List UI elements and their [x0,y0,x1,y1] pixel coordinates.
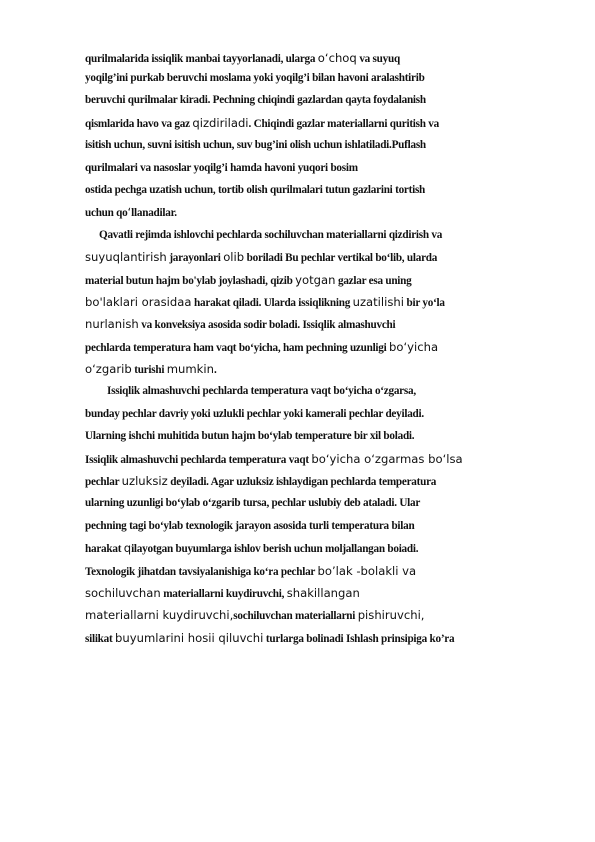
text-run: Qavatli rejimda ishlovchi pechlarda sochiluvchan materiallarni qizdirish va [99,228,443,241]
document-body-text [85,50,557,649]
text-run: deyiladi. Agar uzluksiz ishlaydigan pechlarda temperatura [167,476,437,489]
text-run: boriladi Bu pechlar vertikal bo‘lib, ularda [244,252,438,265]
text-run: ostida pechga uzatish uchun, tortib olish qurilmalari tutun gazlarini tortish [85,183,426,196]
text-run: o‘zgarib [85,362,132,377]
text-line [85,134,557,156]
text-line [85,358,557,380]
text-line [85,269,557,291]
text-run: turlarga bolinadi Ishlash prinsipiga ko’ra [263,632,455,645]
text-run: bir yo‘la [403,296,445,309]
text-run: isitish uchun, suvni isitish uchun, suv bug’ini olish uchun ishlatiladi.Puflash [85,139,426,152]
text-run: bo'laklari orasidaa [85,294,192,309]
text-run: yoqilg’ini purkab beruvchi moslama yoki yoqilg’i bilan havoni aralashtirib [85,72,425,84]
text-run: qurilmalari va nasoslar yoqilg’i hamda havoni yuqori bosim [85,161,358,174]
text-run: bo’lak -bolakli va [317,563,417,578]
text-line [85,179,557,201]
text-run: sochiluvchan [85,585,161,600]
text-run: ilayotgan buyumlarga ishlov berish uchun moljallangan boiadi. [131,543,419,556]
text-line [85,448,557,470]
text-run: nurlanish [85,317,139,332]
text-run: turishi [131,364,167,377]
text-run: va konveksiya asosida sodir boladi. Issiqlik almashuvchi [138,319,396,332]
text-line [85,50,557,67]
text-run: Ularning ishchi muhitida butun hajm bo‘ylab temperature bir xil boladi. [85,430,415,443]
text-run: pechlar [85,476,122,489]
text-run: bo‘yicha [389,339,439,354]
text-line [85,515,557,537]
text-line [85,425,557,447]
text-line [85,582,557,604]
text-run: o‘choq [317,51,357,65]
text-run: material butun hajm bo'ylab joylashadi, qizib [85,274,296,287]
text-run: jarayonlari [166,252,224,265]
text-run: pishiruvchi, [357,608,425,623]
text-run: sochiluvchan materiallarni [233,610,358,623]
text-run: bo‘yicha o‘zgarmas bo‘lsa [311,451,463,466]
text-run: Issiqlik almashuvchi pechlarda temperatura vaqt [85,453,312,466]
text-run: Issiqlik almashuvchi pechlarda temperatura vaqt bo‘yicha o‘zgarsa, [107,385,416,398]
text-run: shakillangan [286,585,360,600]
text-run: pechlarda temperatura ham vaqt bo‘yicha, ham pechning uzunligi [85,341,390,354]
text-run: . [213,364,217,377]
text-run: silikat [85,632,116,645]
text-line [85,246,557,268]
text-line [85,313,557,335]
text-run: harakat [85,543,124,556]
text-run: yotgan [295,272,336,287]
text-run: materiallarni kuydiruvchi, [85,608,234,623]
text-run: suyuqlantirish [85,250,167,265]
text-run: harakat qiladi. Ularda issiqlikning [191,296,353,309]
text-run: q [123,541,132,556]
text-line [85,336,557,358]
text-run: qurilmalarida issiqlik manbai tayyorlanadi, ularga [85,53,318,65]
text-run: uzluksiz [121,474,168,489]
text-line [85,627,557,649]
text-line [85,291,557,313]
text-line [85,604,557,626]
text-run: gazlar esa uning [335,274,412,287]
text-line [85,201,557,223]
text-line [85,67,557,89]
text-run: . Chiqindi gazlar materiallarni quritish va [248,117,439,130]
text-line [85,380,557,402]
text-run: llanadilar. [131,207,177,220]
text-run: beruvchi qurilmalar kiradi. Pechning chiqindi gazlardan qayta foydalanish [85,94,426,107]
text-line [85,112,557,134]
text-line [85,537,557,559]
text-run: va suyuq [356,53,400,65]
text-line [85,492,557,514]
text-line [85,560,557,582]
text-line [85,89,557,111]
text-run: buyumlarini hosii qiluvchi [115,630,264,645]
text-run: pechning tagi bo‘ylab texnologik jarayon asosida turli temperatura bilan [85,519,415,532]
text-line [85,157,557,179]
text-run: qizdiriladi [192,115,249,130]
text-run: olib [223,250,245,265]
text-run: ʻ [127,205,132,220]
text-run: ularning uzunligi bo‘ylab o‘zgarib tursa, pechlar uslubiy deb ataladi. Ular [85,497,421,510]
text-run: mumkin [166,362,214,377]
text-run: Texnologik jihatdan tavsiyalanishiga ko‘ra pechlar [85,565,318,578]
text-line [85,224,557,246]
text-run: materiallarni kuydiruvchi, [160,587,287,600]
text-run: qismlarida havo va gaz [85,117,193,130]
text-run: uchun qo [85,207,128,220]
text-line [85,403,557,425]
text-run: uzatilishi [352,294,404,309]
text-line [85,470,557,492]
text-run: bunday pechlar davriy yoki uzlukli pechlar yoki kamerali pechlar deyiladi. [85,407,424,420]
